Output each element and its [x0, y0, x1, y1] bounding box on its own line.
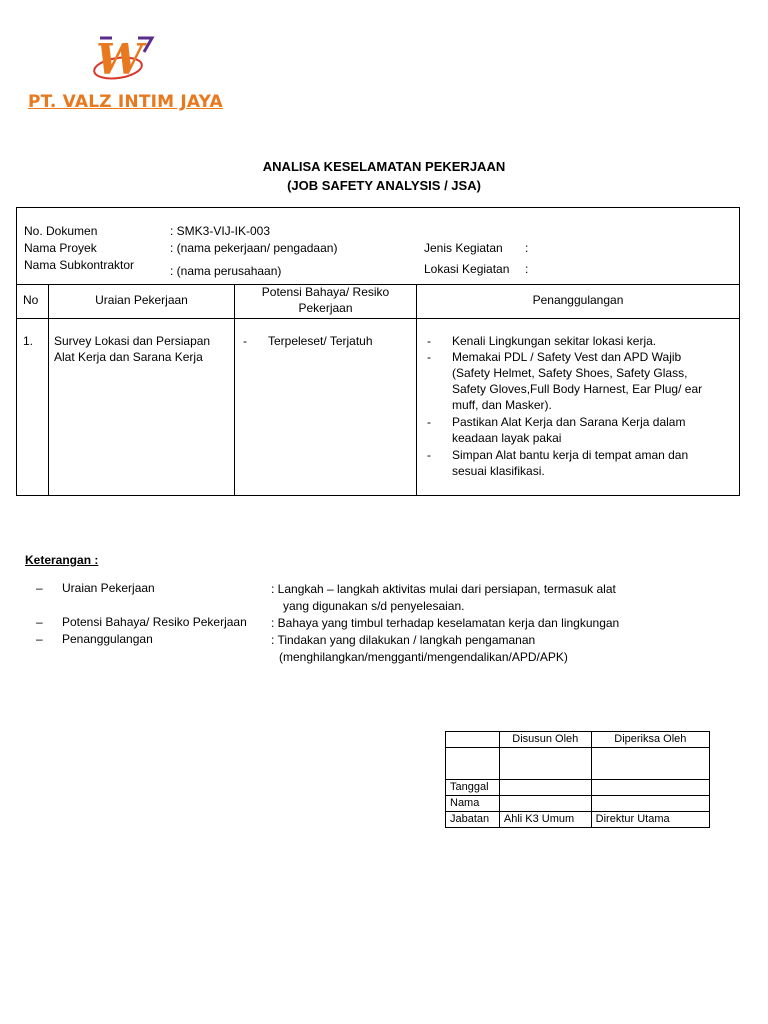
bullet-dash: - [427, 415, 431, 429]
keterangan-term: Potensi Bahaya/ Resiko Pekerjaan [62, 615, 247, 629]
header-no: No [23, 293, 39, 307]
penanggulangan-item-1: Kenali Lingkungan sekitar lokasi kerja. [452, 334, 657, 348]
keterangan-dash: – [36, 632, 43, 646]
bullet-dash: - [427, 350, 431, 364]
bullet-dash: - [427, 448, 431, 462]
keterangan-desc: : Tindakan yang dilakukan / langkah pengamanan [271, 633, 536, 647]
bullet-dash: - [427, 334, 431, 348]
keterangan-term: Penanggulangan [62, 632, 153, 646]
grid-line [416, 284, 417, 495]
penanggulangan-item-3-line1: Pastikan Alat Kerja dan Sarana Kerja dalam [452, 415, 686, 429]
company-name: PT. VALZ INTIM JAYA [28, 92, 223, 112]
grid-line [17, 318, 739, 319]
row-uraian-line1: Survey Lokasi dan Persiapan [54, 334, 211, 348]
keterangan-desc: : Bahaya yang timbul terhadap keselamatan kerja dan lingkungan [271, 616, 620, 630]
keterangan-desc: (menghilangkan/mengganti/mengendalikan/APD/APK) [279, 650, 568, 664]
sig-blank [446, 748, 500, 780]
sig-corner [446, 732, 500, 748]
nama-label: Nama [446, 796, 500, 812]
jabatan-label: Jabatan [446, 812, 500, 828]
row-no: 1. [23, 334, 34, 348]
no-dokumen-value: : SMK3-VIJ-IK-003 [170, 224, 271, 238]
grid-line [48, 284, 49, 495]
keterangan-desc: : Langkah – langkah aktivitas mulai dari persiapan, termasuk alat [271, 582, 616, 596]
penanggulangan-item-2-line2: (Safety Helmet, Safety Shoes, Safety Glass, [452, 366, 688, 380]
row-uraian-line2: Alat Kerja dan Sarana Kerja [54, 350, 203, 364]
header-potensi-line1: Potensi Bahaya/ Resiko [261, 285, 390, 299]
keterangan-dash: – [36, 581, 43, 595]
document-title [0, 157, 768, 195]
tanggal-diperiksa-cell [591, 780, 709, 796]
keterangan-desc: yang digunakan s/d penyelesaian. [283, 599, 465, 613]
company-logo [90, 34, 160, 90]
penanggulangan-item-4-line1: Simpan Alat bantu kerja di tempat aman dan [452, 448, 689, 462]
svg-text:W: W [96, 35, 144, 84]
keterangan-term: Uraian Pekerjaan [62, 581, 155, 595]
header-potensi-line2: Pekerjaan [298, 301, 353, 315]
grid-line [234, 284, 235, 495]
signature-diperiksa-cell [591, 748, 709, 780]
potensi-dash: - [243, 334, 247, 348]
tanggal-disusun-cell [499, 780, 591, 796]
jabatan-diperiksa: Direktur Utama [591, 812, 709, 828]
nama-subkontraktor-label: Nama Subkontraktor [24, 258, 135, 272]
nama-subkontraktor-value: : (nama perusahaan) [170, 264, 282, 278]
nama-diperiksa-cell [591, 796, 709, 812]
keterangan-title: Keterangan : [25, 553, 99, 567]
penanggulangan-item-2-line3: Safety Gloves,Full Body Harnest, Ear Plug/ ear [452, 382, 703, 396]
nama-disusun-cell [499, 796, 591, 812]
penanggulangan-item-4-line2: sesuai klasifikasi. [452, 464, 545, 478]
title-line-1: ANALISA KESELAMATAN PEKERJAAN [262, 159, 506, 174]
lokasi-kegiatan-value: : [525, 262, 529, 276]
header-uraian: Uraian Pekerjaan [95, 293, 188, 307]
jenis-kegiatan-value: : [525, 241, 529, 255]
signature-table [445, 731, 710, 828]
diperiksa-oleh-header: Diperiksa Oleh [591, 732, 709, 748]
tanggal-label: Tanggal [446, 780, 500, 796]
jabatan-disusun: Ahli K3 Umum [499, 812, 591, 828]
header-penanggulangan: Penanggulangan [532, 293, 624, 307]
row-potensi: Terpeleset/ Terjatuh [268, 334, 373, 348]
lokasi-kegiatan-label: Lokasi Kegiatan [424, 262, 510, 276]
penanggulangan-item-2-line1: Memakai PDL / Safety Vest dan APD Wajib [452, 350, 682, 364]
nama-proyek-label: Nama Proyek [24, 241, 97, 255]
jenis-kegiatan-label: Jenis Kegiatan [424, 241, 503, 255]
no-dokumen-label: No. Dokumen [24, 224, 98, 238]
jsa-table [16, 207, 740, 496]
penanggulangan-item-3-line2: keadaan layak pakai [452, 431, 562, 445]
nama-proyek-value: : (nama pekerjaan/ pengadaan) [170, 241, 338, 255]
title-line-2: (JOB SAFETY ANALYSIS / JSA) [287, 178, 481, 193]
keterangan-dash: – [36, 615, 43, 629]
signature-disusun-cell [499, 748, 591, 780]
penanggulangan-item-2-line4: muff, dan Masker). [452, 398, 552, 412]
disusun-oleh-header: Disusun Oleh [499, 732, 591, 748]
